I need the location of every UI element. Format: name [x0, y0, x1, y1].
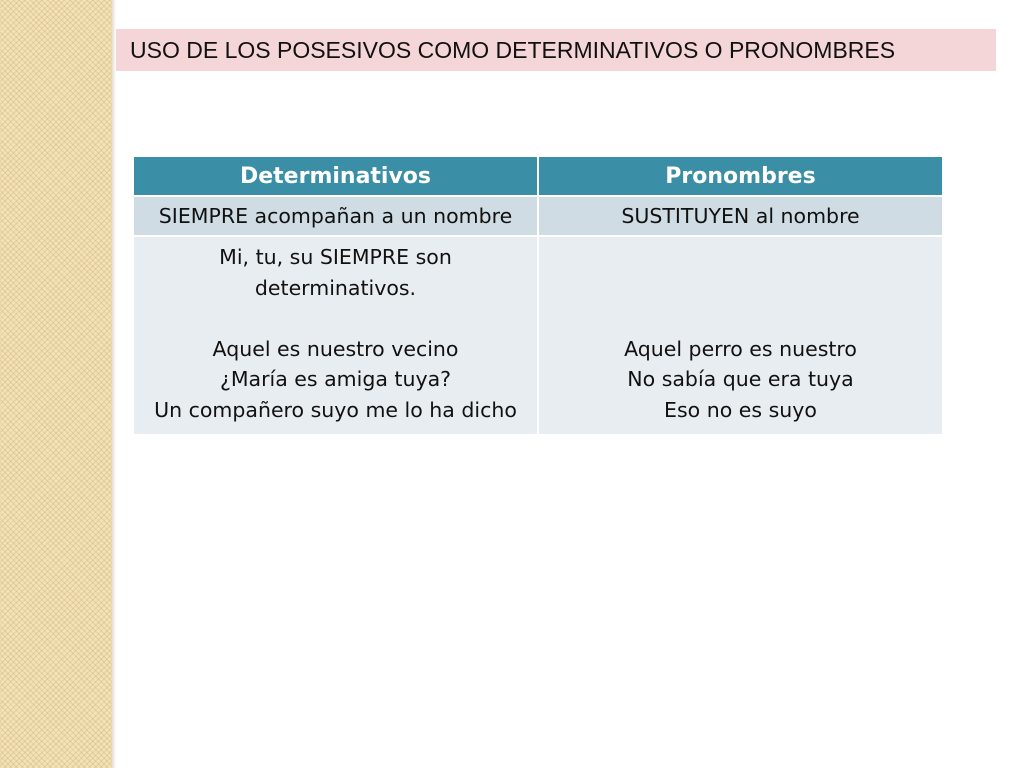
table-header-row — [134, 157, 942, 195]
table-row — [134, 197, 942, 235]
example-line: Eso no es suyo — [664, 397, 817, 422]
example-line: Un compañero suyo me lo ha dicho — [154, 397, 517, 422]
blank-line — [545, 242, 936, 273]
header-determinativos: Determinativos — [134, 157, 537, 195]
cell-pronombres-examples — [539, 237, 942, 434]
table-row — [134, 237, 942, 434]
comparison-table — [132, 155, 944, 436]
example-line: Aquel es nuestro vecino — [212, 336, 459, 361]
blank-line — [140, 303, 531, 334]
example-line: Aquel perro es nuestro — [624, 336, 857, 361]
note-line: Mi, tu, su SIEMPRE son — [219, 245, 452, 269]
example-line: ¿María es amiga tuya? — [219, 367, 452, 391]
header-pronombres: Pronombres — [539, 157, 942, 195]
note-line: determinativos. — [254, 275, 417, 300]
decorative-side-stripe — [0, 0, 112, 768]
blank-line — [545, 273, 936, 304]
example-line: No sabía que era tuya — [627, 367, 854, 391]
cell-pronombres-rule: SUSTITUYEN al nombre — [539, 197, 942, 235]
slide-title: USO DE LOS POSESIVOS COMO DETERMINATIVOS O PRONOMBRES — [130, 36, 896, 63]
side-stripe-shadow — [112, 0, 116, 768]
blank-line — [545, 303, 936, 334]
cell-determinativos-rule: SIEMPRE acompañan a un nombre — [134, 197, 537, 235]
title-box — [116, 29, 996, 71]
cell-determinativos-examples — [134, 237, 537, 434]
